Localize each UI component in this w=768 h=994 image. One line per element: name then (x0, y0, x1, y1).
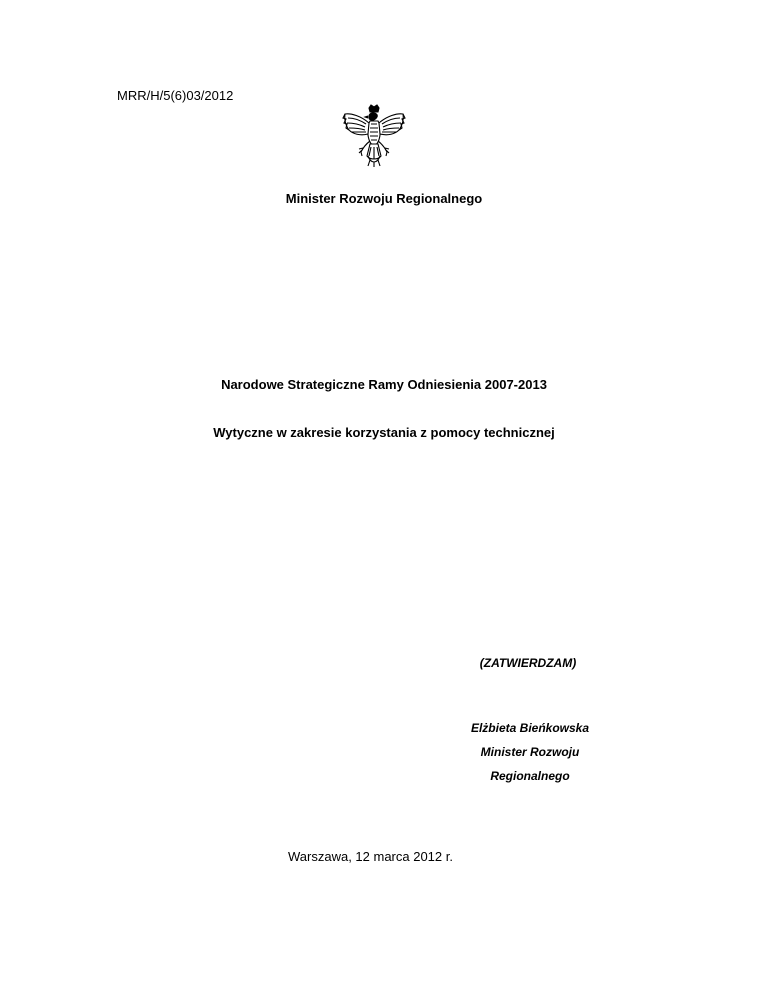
signatory-role-line-2: Regionalnego (490, 769, 570, 783)
approval-stamp-text: (ZATWIERDZAM) (479, 656, 577, 670)
eagle-emblem-icon (339, 104, 409, 168)
document-title: Narodowe Strategiczne Ramy Odniesienia 2007-2013 (221, 377, 547, 392)
issuer-heading: Minister Rozwoju Regionalnego (285, 191, 483, 206)
document-subtitle: Wytyczne w zakresie korzystania z pomocy technicznej (213, 425, 555, 440)
place-and-date: Warszawa, 12 marca 2012 r. (288, 849, 453, 864)
signatory-name: Elżbieta Bieńkowska (470, 721, 590, 735)
document-reference-number: MRR/H/5(6)03/2012 (117, 88, 234, 103)
signatory-role-line-1: Minister Rozwoju (480, 745, 580, 759)
